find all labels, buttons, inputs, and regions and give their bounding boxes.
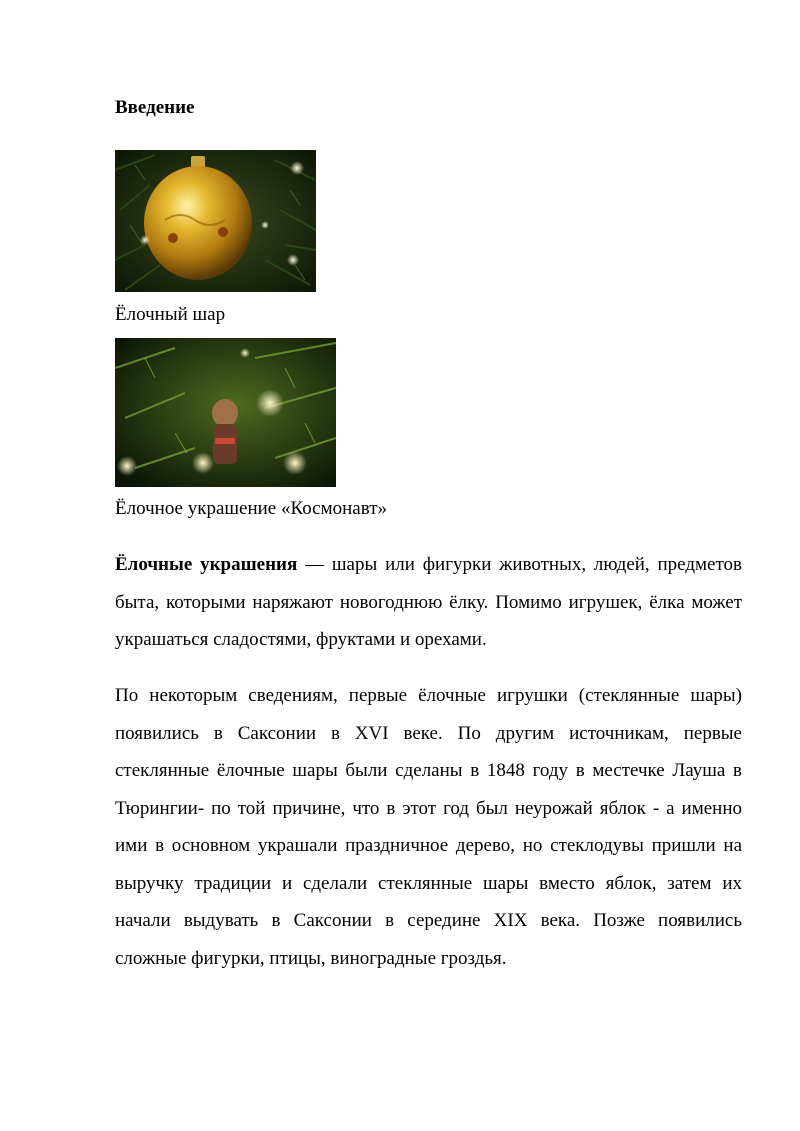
history-paragraph: По некоторым сведениям, первые ёлочные игрушки (стеклянные шары) появились в Саксонии в XVI веке. По другим источникам, первые стеклянные ёлочные шары были сделаны в 1848 году в местечке Лауша в Тюрингии- по той причине, что в этот год был неурожай яблок - а именно ими в основном украшали праздничное дерево, но стеклодувы пришли на выручку традиции и сделали стеклянные шары вместо яблок, затем их начали выдувать в Саксонии в середине XIX века. Позже появились сложные фигурки, птицы, виноградные гроздья. <box>115 685 742 969</box>
definition-text: — шары или фигурки животных, людей, предметов быта, которыми наряжают новогоднюю ёлку. Помимо игрушек, ёлка может украшаться сладостями, фруктами и орехами. <box>115 554 742 650</box>
defined-term: Ёлочные украшения <box>115 554 298 575</box>
figure-caption: Ёлочное украшение «Космонавт» <box>115 498 388 519</box>
cosmonaut-ornament-image <box>115 338 336 487</box>
christmas-ball-image <box>115 150 316 292</box>
definition-paragraph <box>115 546 742 659</box>
figure-caption: Ёлочный шар <box>115 304 226 325</box>
section-heading: Введение <box>115 97 195 118</box>
